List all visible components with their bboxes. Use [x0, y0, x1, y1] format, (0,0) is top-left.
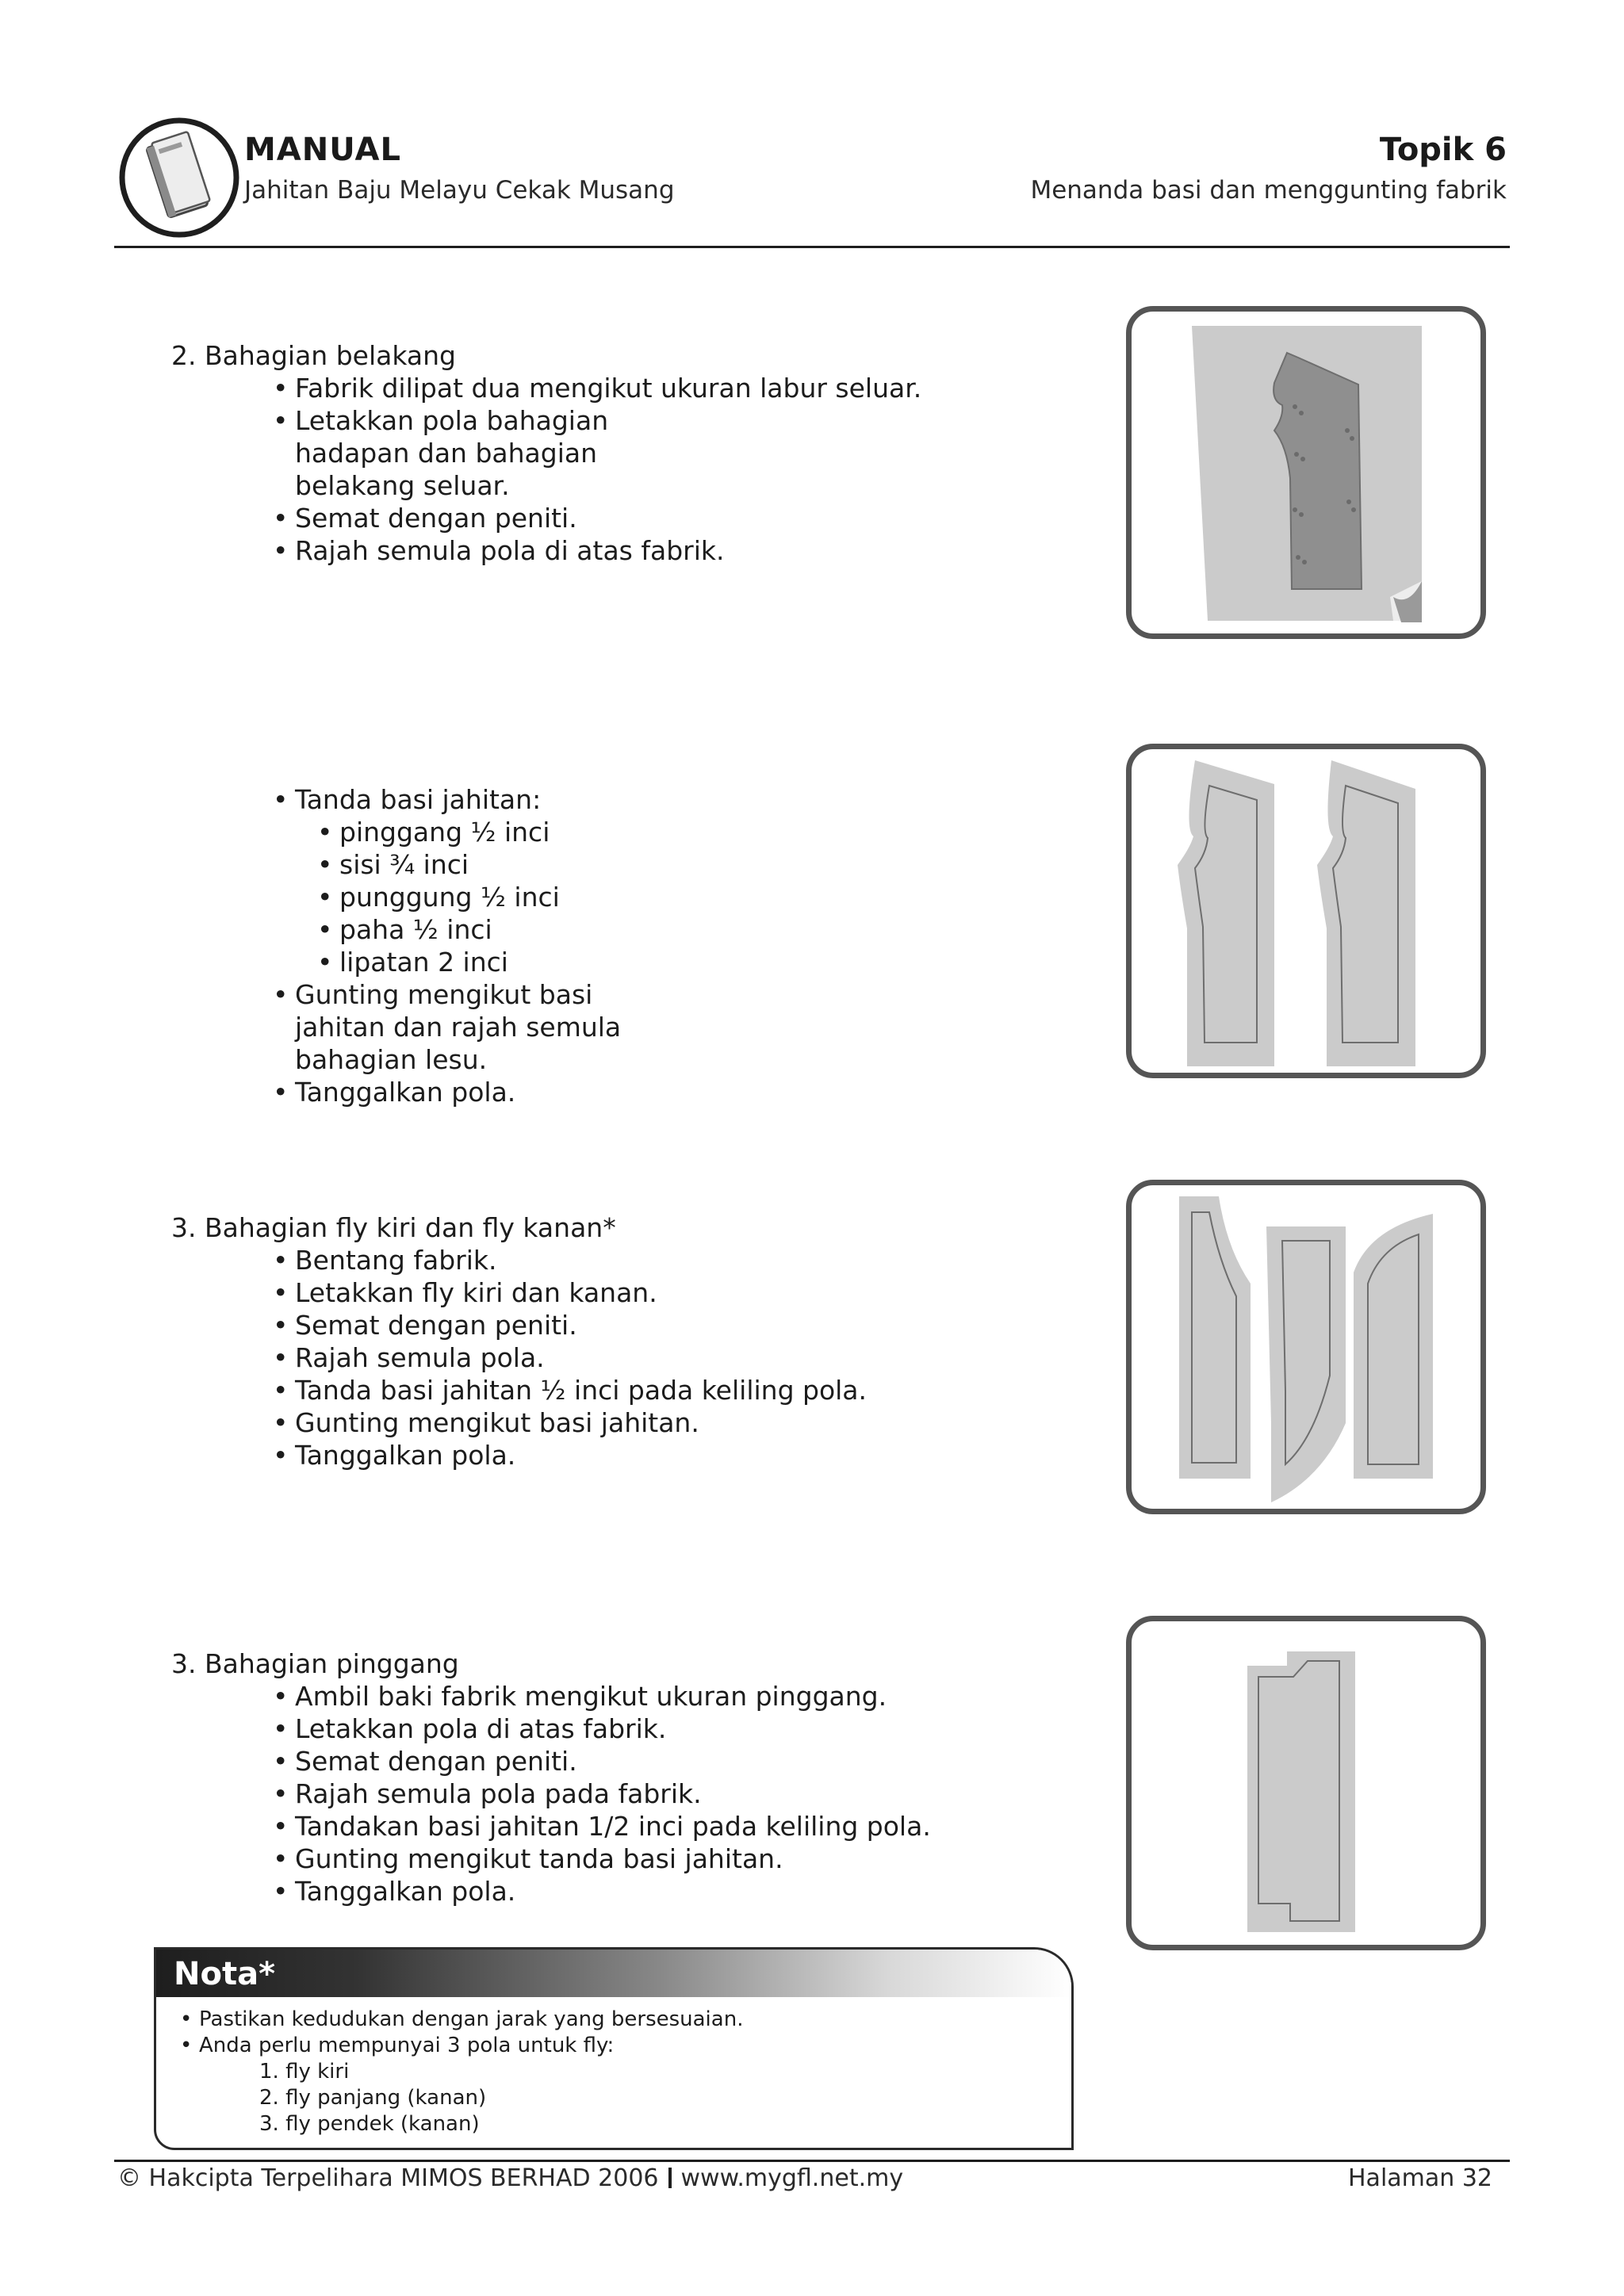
sub-item: • paha ½ inci: [317, 913, 1091, 946]
figure-seam-allowance: [1126, 744, 1486, 1078]
list-item: • Ambil baki fabrik mengikut ukuran pinggang.: [273, 1680, 1091, 1712]
topic-subtitle: Menanda basi dan menggunting fabrik: [1030, 176, 1507, 205]
step-list: [171, 372, 1091, 567]
footer-separator: [668, 2168, 672, 2188]
figure-back-pattern: [1126, 306, 1486, 639]
list-item: • Gunting mengikut basi jahitan.: [273, 1406, 1091, 1439]
website-link[interactable]: www.mygfl.net.my: [680, 2164, 904, 2192]
copyright-text: © Hakcipta Terpelihara MIMOS BERHAD 2006: [117, 2164, 659, 2192]
figure-waistband-pattern: [1126, 1616, 1486, 1950]
list-item: • Tanggalkan pola.: [273, 1875, 1091, 1908]
list-item: [273, 783, 1091, 978]
note-sub-item: 3. fly pendek (kanan): [259, 2112, 480, 2136]
list-item: • Tandakan basi jahitan 1/2 inci pada keliling pola.: [273, 1810, 1091, 1843]
note-sub-item: 2. fly panjang (kanan): [259, 2086, 487, 2110]
section-fly: [171, 1211, 1091, 1471]
sub-item: • lipatan 2 inci: [317, 946, 1091, 978]
list-item: • Bentang fabrik.: [273, 1244, 1091, 1276]
figure-fly-patterns: [1126, 1180, 1486, 1514]
footer-copyright: [117, 2164, 903, 2192]
note-item: • Pastikan kedudukan dengan jarak yang bersesuaian.: [180, 2007, 743, 2033]
topic-title: Topik 6: [1379, 132, 1507, 168]
fly-patterns-illustration: [1132, 1185, 1480, 1509]
step-list: [171, 783, 1091, 1108]
list-item: • Tanda basi jahitan ½ inci pada keliling pola.: [273, 1374, 1091, 1406]
list-item: • Tanggalkan pola.: [273, 1439, 1091, 1471]
step-list: [171, 1680, 1091, 1908]
waistband-pattern-illustration: [1132, 1621, 1480, 1945]
sub-item: • sisi ¾ inci: [317, 848, 1091, 881]
list-item: • Rajah semula pola di atas fabrik.: [273, 534, 1091, 567]
footer-divider: [114, 2160, 1510, 2162]
section-heading: 3. Bahagian pinggang: [171, 1648, 459, 1679]
sub-item: • pinggang ½ inci: [317, 816, 1091, 848]
page-header: [0, 0, 1624, 254]
list-item: • Fabrik dilipat dua mengikut ukuran labur seluar.: [273, 372, 1091, 404]
header-divider: [114, 246, 1510, 248]
list-item: • Semat dengan peniti.: [273, 1745, 1091, 1777]
list-item: • Rajah semula pola pada fabrik.: [273, 1777, 1091, 1810]
manual-subtitle: Jahitan Baju Melayu Cekak Musang: [244, 176, 675, 205]
list-item: • Gunting mengikut tanda basi jahitan.: [273, 1843, 1091, 1875]
list-item: • Letakkan pola bahagian hadapan dan bahagian belakang seluar.: [273, 404, 1091, 502]
list-item: • Tanggalkan pola.: [273, 1076, 1091, 1108]
sub-list: [295, 816, 1091, 978]
note-title: Nota*: [174, 1956, 275, 1992]
page-number: Halaman 32: [1348, 2164, 1492, 2192]
section-heading: 2. Bahagian belakang: [171, 340, 456, 371]
section-pinggang: [171, 1647, 1091, 1908]
note-sub-item: 1. fly kiri: [259, 2060, 350, 2084]
note-item: • Anda perlu mempunyai 3 pola untuk fly:: [180, 2033, 743, 2059]
list-item: • Semat dengan peniti.: [273, 1309, 1091, 1341]
list-item: • Letakkan fly kiri dan kanan.: [273, 1276, 1091, 1309]
manual-title: MANUAL: [244, 132, 401, 168]
note-body: [180, 2007, 743, 2137]
back-pattern-illustration: [1132, 312, 1480, 633]
note-box: [154, 1947, 1074, 2150]
seam-allowance-illustration: [1132, 749, 1480, 1073]
list-item: • Letakkan pola di atas fabrik.: [273, 1712, 1091, 1745]
section-heading: 3. Bahagian fly kiri dan fly kanan*: [171, 1212, 616, 1243]
item-text: Tanda basi jahitan:: [295, 784, 542, 815]
sub-item: • punggung ½ inci: [317, 881, 1091, 913]
book-icon: [117, 116, 241, 239]
section-tanda-basi: [171, 783, 1091, 1108]
list-item: • Rajah semula pola.: [273, 1341, 1091, 1374]
note-title-bar: [156, 1950, 1071, 1997]
list-item: • Semat dengan peniti.: [273, 502, 1091, 534]
section-bahagian-belakang: [171, 339, 1091, 567]
step-list: [171, 1244, 1091, 1471]
list-item: • Gunting mengikut basi jahitan dan rajah semula bahagian lesu.: [273, 978, 1091, 1076]
